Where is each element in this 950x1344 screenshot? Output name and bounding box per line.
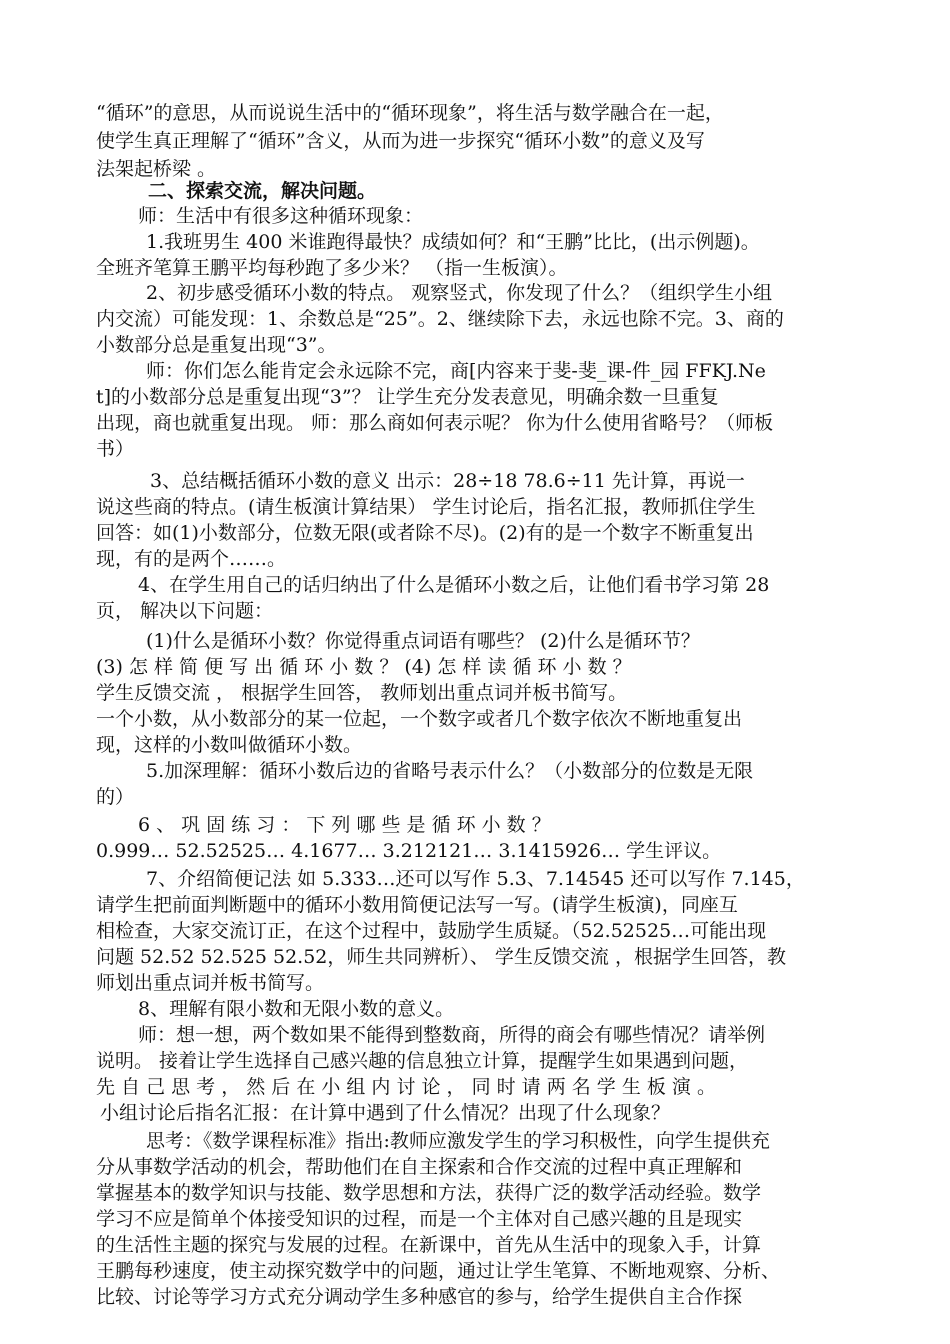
section-heading: 二、探索交流，解决问题。: [148, 180, 377, 202]
text-line: 师：你们怎么能肯定会永远除不完，商[内容来于斐-斐_课-件_园 FFKJ.Ne: [146, 360, 766, 382]
text-line: 说这些商的特点。(请生板演计算结果） 学生讨论后，指名汇报，教师抓住学生: [96, 496, 756, 518]
text-line: 的）: [96, 786, 135, 808]
text-line: 的生活性主题的探究与发展的过程。在新课中，首先从生活中的现象入手，计算: [96, 1234, 762, 1256]
text-line: 8、理解有限小数和无限小数的意义。: [138, 998, 455, 1020]
text-line: 思考：《数学课程标准》指出:教师应激发学生的学习积极性，向学生提供充: [146, 1130, 770, 1152]
text-line: 问题 52.52 52.525 52.52，师生共同辨析）、 学生反馈交流 ，根据学生回答，教: [96, 946, 786, 968]
text-line: 掌握基本的数学知识与技能、数学思想和方法，获得广泛的数学活动经验。数学: [96, 1182, 762, 1204]
text-line: 王鹏每秒速度，使主动探究数学中的问题，通过让学生笔算、不断地观察、分析、: [96, 1260, 781, 1282]
text-line: 使学生真正理解了“循环”含义，从而为进一步探究“循环小数”的意义及写: [96, 130, 705, 152]
text-line: 6 、 巩 固 练 习 ： 下 列 哪 些 是 循 环 小 数 ？: [138, 814, 551, 836]
text-line: 页， 解决以下问题：: [96, 600, 274, 622]
text-line: 书）: [96, 438, 135, 460]
text-line: (3) 怎 样 简 便 写 出 循 环 小 数 ？ (4) 怎 样 读 循 环 小 数 ？: [96, 656, 632, 678]
text-line: 请学生把前面判断题中的循环小数用简便记法写一写。(请学生板演)，同座互: [96, 894, 738, 916]
text-line: 出现，商也就重复出现。 师：那么商如何表示呢？ 你为什么使用省略号？（师板: [96, 412, 774, 434]
text-line: 说明。 接着让学生选择自己感兴趣的信息独立计算，提醒学生如果遇到问题，: [96, 1050, 749, 1072]
text-line: (1)什么是循环小数？你觉得重点词语有哪些？ (2)什么是循环节？: [146, 630, 700, 652]
text-line: 1.我班男生 400 米谁跑得最快？成绩如何？和“王鹏”比比，(出示例题)。: [146, 231, 760, 253]
text-line: 师：想一想，两个数如果不能得到整数商，所得的商会有哪些情况？请举例: [138, 1024, 766, 1046]
text-line: 学生反馈交流 ， 根据学生回答， 教师划出重点词并板书简写。: [96, 682, 628, 704]
text-line: 学习不应是简单个体接受知识的过程，而是一个主体对自己感兴趣的且是现实: [96, 1208, 743, 1230]
text-line: 法架起桥梁 。: [96, 158, 217, 180]
text-line: t]的小数部分总是重复出现“3”？ 让学生充分发表意见，明确余数一旦重复: [96, 386, 719, 408]
text-line: 一个小数，从小数部分的某一位起，一个数字或者几个数字依次不断地重复出: [96, 708, 743, 730]
text-line: 4、在学生用自己的话归纳出了什么是循环小数之后，让他们看书学习第 28: [138, 574, 770, 596]
text-line: 全班齐笔算王鹏平均每秒跑了多少米？ （指一生板演）。: [96, 257, 568, 279]
text-line: 比较、讨论等学习方式充分调动学生多种感官的参与，给学生提供自主合作探: [96, 1286, 743, 1308]
text-line: 小数部分总是重复出现“3”。: [96, 334, 337, 356]
text-line: 师：生活中有很多这种循环现象：: [138, 205, 424, 227]
text-line: 师划出重点词并板书简写。: [96, 972, 325, 994]
text-line: 0.999… 52.52525… 4.1677… 3.212121… 3.1415926… 学生评议。: [96, 840, 722, 862]
text-line: 相检查，大家交流订正，在这个过程中，鼓励学生质疑。（52.52525…可能出现: [96, 920, 767, 942]
text-line: 3、总结概括循环小数的意义 出示：28÷18 78.6÷11 先计算，再说一: [150, 470, 745, 492]
text-line: 小组讨论后指名汇报：在计算中遇到了什么情况？出现了什么现象？: [100, 1102, 671, 1124]
text-line: 回答：如(1)小数部分，位数无限(或者除不尽)。(2)有的是一个数字不断重复出: [96, 522, 754, 544]
text-line: 先 自 己 思 考 ， 然 后 在 小 组 内 讨 论 ， 同 时 请 两 名 学 生 板 演 。: [96, 1076, 716, 1098]
text-line: 现，有的是两个……。: [96, 548, 287, 570]
text-line: 分从事数学活动的机会，帮助他们在自主探索和合作交流的过程中真正理解和: [96, 1156, 743, 1178]
text-line: 2、初步感受循环小数的特点。 观察竖式，你发现了什么？（组织学生小组: [146, 282, 773, 304]
text-line: “循环”的意思，从而说说生活中的“循环现象”，将生活与数学融合在一起，: [96, 102, 724, 124]
text-line: 内交流）可能发现：1、余数总是“25”。2、继续除下去，永远也除不完。3、商的: [96, 308, 784, 330]
text-line: 现，这样的小数叫做循环小数。: [96, 734, 363, 756]
text-line: 5.加深理解：循环小数后边的省略号表示什么？（小数部分的位数是无限: [146, 760, 754, 782]
text-line: 7、介绍简便记法 如 5.333…还可以写作 5.3、7.14545 还可以写作 7.145，: [146, 868, 805, 890]
